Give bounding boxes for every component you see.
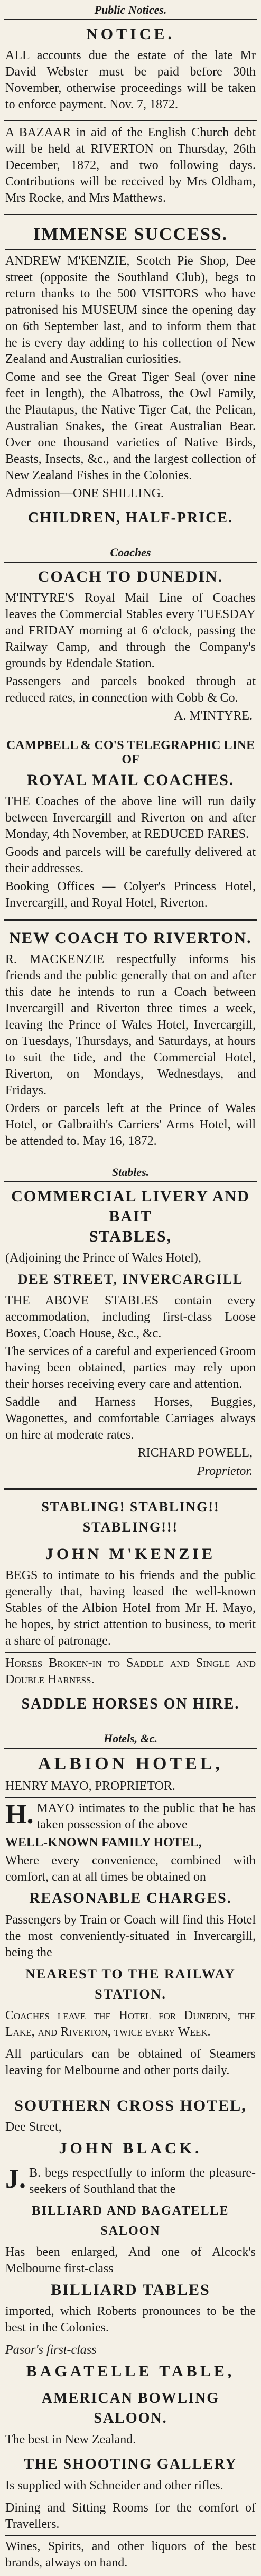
mckenzie-stables-ad — [4, 1493, 257, 1721]
albion-body-3: Passengers by Train or Coach will find this Hotel the most conveniently-situated in Invercargill, being the — [5, 1913, 256, 1959]
riverton-coach-body: R. MACKENZIE respectfully informs his friends and the public generally that on and after this date he intends to run a Coach between Invercargill and Riverton three times a week, leaving the Prince of Wales Hotel, Invercargill, on Tuesdays, Thursdays, and Saturdays, at hours to suit the tide, and the Commercial Hotel, Riverton, on Mondays, Wednesdays, and Fridays. — [5, 953, 256, 1097]
divider — [4, 214, 257, 216]
albion-title: ALBION HOTEL, — [38, 1754, 223, 1774]
divider — [5, 1797, 256, 1798]
divider — [4, 538, 257, 539]
divider — [4, 1158, 257, 1159]
divider — [5, 249, 256, 250]
royal-mail-body-1: THE Coaches of the above line will run daily between Invercargill and Riverton on and after Monday, 4th November, at REDUCED FARES. — [5, 795, 256, 841]
commercial-stables-role: Proprietor. — [197, 1464, 253, 1478]
albion-reasonable: REASONABLE CHARGES. — [29, 1890, 232, 1907]
albion-hotel-ad — [4, 1749, 257, 2084]
museum-body-2: Come and see the Great Tiger Seal (over nine feet in length), the Albatross, the Owl Family, the Plautapus, the Native Tiger Cat, the Pelican, Australian Snakes, the Great Australian Bear. Over one thousand varieties of Native Birds, Beasts, Insects, &c., and the largest collection of New Zealand Fishes in the Colonies. — [5, 370, 256, 482]
riverton-coach-body-2: Orders or parcels left at the Prince of Wales Hotel, or Galbraith's Carriers' Arms Hotel, will be attended to. May 16, 1872. — [5, 1102, 256, 1148]
mckenzie-horses: Horses Broken-in to Saddle and Single and Double Harness. — [5, 1656, 256, 1686]
pasors-first-class: Pasor's first-class — [5, 2343, 97, 2357]
coach-dunedin-body: M'INTYRE'S Royal Mail Line of Coaches leaves the Commercial Stables every TUESDAY and FRIDAY morning at 6 o'clock, passing the Railway Camp, and through the Company's grounds by Edendale Station. — [5, 591, 256, 670]
commercial-stables-body-2: The services of a careful and experienced Groom having been obtained, parties may rely upon their horses receiving every care and attention. — [5, 1345, 256, 1391]
billiard-saloon: BILLIARD AND BAGATELLE SALOON — [32, 2204, 229, 2238]
billiard-tables: BILLIARD TABLES — [51, 2281, 210, 2299]
museum-title: IMMENSE SUCCESS. — [33, 225, 228, 244]
shooting-body: Is supplied with Schneider and other rifles. — [5, 2479, 223, 2493]
albion-coaches: Coaches leave the Hotel for Dunedin, the Lake, and Riverton, twice every Week. — [5, 2009, 256, 2039]
section-heading-hotels: Hotels, &c. — [4, 1729, 257, 1749]
commercial-stables-location: DEE STREET, INVERCARGILL — [17, 1272, 244, 1287]
wines-spirits: Wines, Spirits, and other liquors of the best brands, always on hand. — [5, 2540, 256, 2570]
royal-mail-ad — [4, 738, 257, 916]
shooting-gallery: THE SHOOTING GALLERY — [24, 2456, 237, 2472]
divider — [4, 1724, 257, 1725]
best-in-nz: The best in New Zealand. — [5, 2433, 136, 2447]
commercial-stables-body-3: Saddle and Harness Horses, Buggies, Wagonettes, and comfortable Carriages always on hire at moderate rates. — [5, 1395, 256, 1442]
southern-cross-body-3: imported, which Roberts pronounces to be the best in the Colonies. — [5, 2304, 256, 2335]
southern-cross-title: SOUTHERN CROSS HOTEL, — [14, 2097, 247, 2114]
american-bowling: AMERICAN BOWLING SALOON. — [41, 2390, 220, 2426]
albion-well-known: WELL-KNOWN FAMILY HOTEL, — [5, 1836, 202, 1850]
coach-dunedin-signature: A. M'INTYRE. — [174, 709, 253, 723]
divider — [5, 1652, 256, 1653]
bazaar-body: A BAZAAR in aid of the English Church debt will be held at RIVERTON on Thursday, 26th December, 1872, and two following days. Contributions will be received by Mrs Oldham, Mrs Rocke, and Mrs Matthews. — [5, 126, 256, 205]
southern-cross-owner: JOHN BLACK. — [59, 2140, 202, 2157]
albion-dropcap: H. — [5, 1799, 34, 1830]
southern-cross-ad — [4, 2092, 257, 2576]
southern-cross-dropcap: J. — [5, 2164, 26, 2194]
museum-ad — [4, 219, 257, 535]
mckenzie-body: BEGS to intimate to his friends and the public generally that, having leased the well-known Stables of the Albion Hotel from Mr H. Mayo, he hopes, by strict attention to business, to merit a share of patronage. — [5, 1569, 256, 1648]
commercial-stables-sub: (Adjoining the Prince of Wales Hotel), — [5, 1251, 201, 1265]
commercial-stables-signature: RICHARD POWELL, — [137, 1446, 253, 1460]
bazaar-ad — [4, 124, 257, 211]
albion-nearest: NEAREST TO THE RAILWAY STATION. — [25, 1966, 236, 2002]
southern-cross-body-1 — [5, 2165, 256, 2198]
divider — [4, 919, 257, 921]
notice-body: ALL accounts due the estate of the late Mr David Webster must be paid before 30th November, otherwise proceedings will be taken to enforce payment. Nov. 7, 1872. — [5, 49, 256, 111]
stabling-banner: STABLING! STABLING!! STABLING!!! — [41, 1499, 220, 1535]
albion-body-1-text: MAYO intimates to the public that he has taken possession of the above — [36, 1802, 256, 1832]
notice-title: NOTICE. — [86, 25, 175, 43]
coach-dunedin-ad — [4, 563, 257, 730]
divider — [4, 120, 257, 121]
albion-body-1 — [5, 1800, 256, 1833]
albion-body-2: Where every convenience, combined with comfort, can at all times be obtained on — [5, 1854, 256, 1884]
southern-cross-body-1-text: B. begs respectfully to inform the pleasure-seekers of Southland that the — [29, 2166, 256, 2196]
albion-proprietor: HENRY MAYO, PROPRIETOR. — [5, 1779, 175, 1793]
royal-mail-body-2: Goods and parcels will be carefully delivered at their addresses. — [5, 845, 256, 875]
commercial-stables-title-2: STABLES, — [89, 1228, 172, 1245]
riverton-coach-ad — [4, 924, 257, 1154]
royal-mail-supertitle: CAMPBELL & CO'S TELEGRAPHIC LINE OF — [6, 739, 255, 767]
coach-dunedin-title: COACH TO DUNEDIN. — [38, 568, 223, 585]
coach-dunedin-body-2: Passengers and parcels booked through at reduced rates, in connection with Cobb & Co. — [5, 675, 256, 705]
children-half-price: CHILDREN, HALF-PRICE. — [27, 510, 234, 526]
mckenzie-name: JOHN M'KENZIE — [45, 1545, 216, 1563]
commercial-stables-ad — [4, 1182, 257, 1485]
notice-ad — [4, 20, 257, 118]
section-heading-coaches: Coaches — [4, 543, 257, 563]
southern-cross-body-2: Has been enlarged, And one of Alcock's Melbourne first-class — [5, 2245, 256, 2275]
divider — [4, 2087, 257, 2088]
divider — [4, 1488, 257, 1490]
divider — [5, 2535, 256, 2536]
museum-admission: Admission—ONE SHILLING. — [5, 487, 164, 500]
divider — [4, 733, 257, 734]
section-heading-stables: Stables. — [4, 1162, 257, 1182]
royal-mail-body-3: Booking Offices — Colyer's Princess Hotel, Invercargill, and Royal Hotel, Riverton. — [5, 880, 256, 910]
section-heading-public-notices: Public Notices. — [4, 0, 257, 20]
dining-rooms: Dining and Sitting Rooms for the comfort of Travellers. — [5, 2501, 256, 2531]
saddle-horses-hire: SADDLE HORSES ON HIRE. — [21, 1696, 240, 1712]
albion-body-4: All particulars can be obtained of Steamers leaving for Melbourne and other ports daily. — [5, 2047, 256, 2077]
southern-cross-street: Dee Street, — [5, 2120, 62, 2134]
royal-mail-title: ROYAL MAIL COACHES. — [26, 771, 235, 789]
museum-body-1: ANDREW M'KENZIE, Scotch Pie Shop, Dee street (opposite the Southland Club), begs to return thanks to the 500 VISITORS who have patronised his MUSEUM since the opening day on 6th September last, and to inform them that he is every day adding to his collection of New Zealand and Australian curiosities. — [5, 254, 256, 366]
bagatelle-table: BAGATELLE TABLE, — [26, 2363, 235, 2380]
commercial-stables-body-1: THE ABOVE STABLES contain every accommodation, including first-class Loose Boxes, Coach House, &c., &c. — [5, 1294, 256, 1340]
riverton-coach-title: NEW COACH TO RIVERTON. — [9, 929, 252, 947]
commercial-stables-title: COMMERCIAL LIVERY AND BAIT — [11, 1188, 250, 1225]
